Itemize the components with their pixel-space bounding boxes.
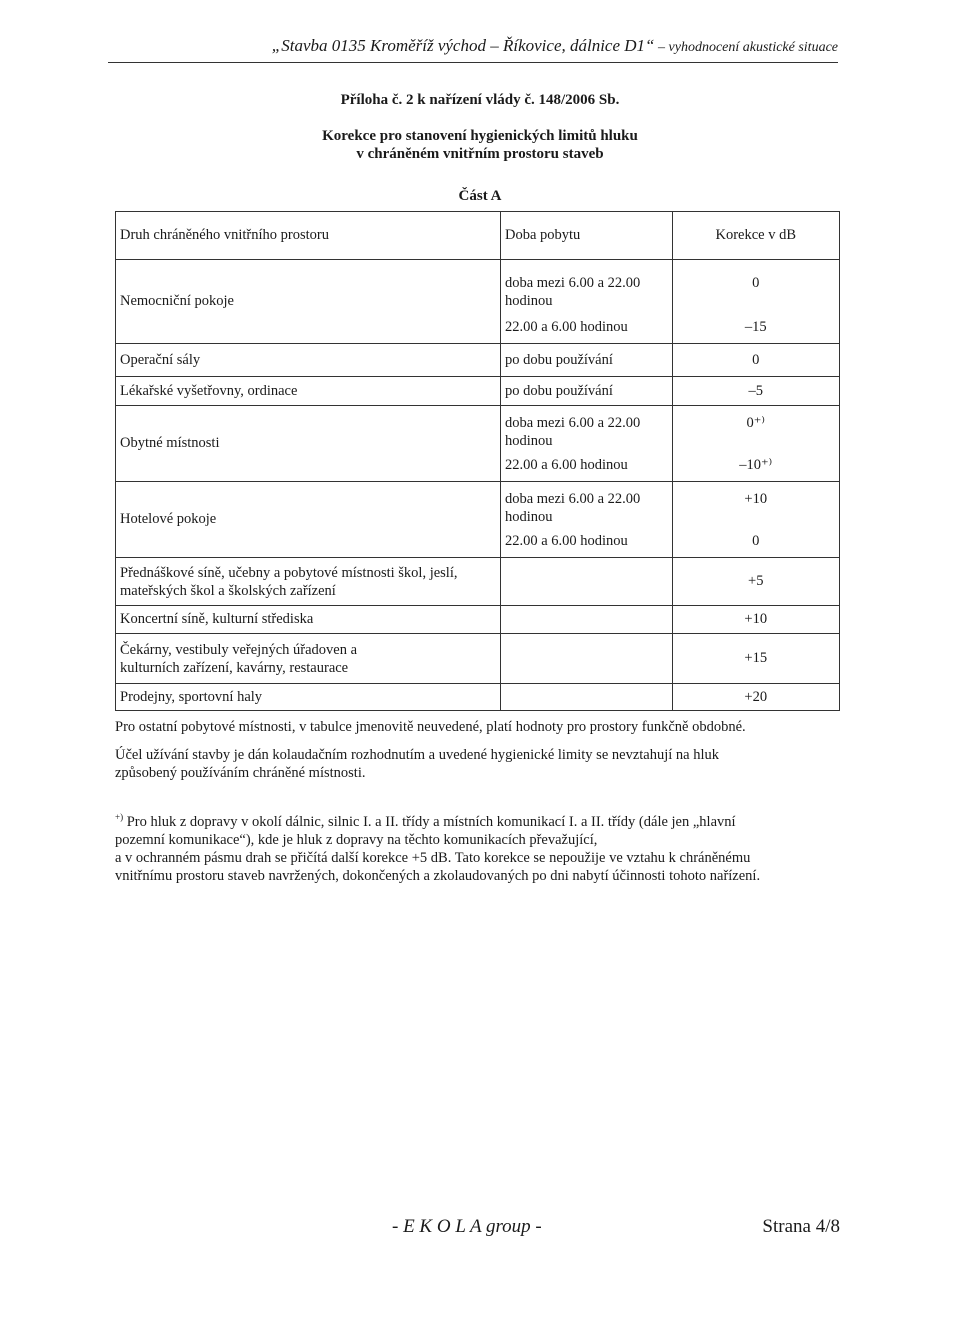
cell-space: Nemocniční pokoje xyxy=(116,260,501,344)
table-header-row xyxy=(116,212,840,260)
header-cell-correction: Korekce v dB xyxy=(672,212,839,260)
cell-correction: 0⁺⁾ –10⁺⁾ xyxy=(672,406,839,482)
table-row xyxy=(116,344,840,377)
cell-space: Hotelové pokoje xyxy=(116,482,501,558)
cell-correction: +10 xyxy=(672,606,839,634)
cell-period xyxy=(500,606,672,634)
cell-correction: +10 0 xyxy=(672,482,839,558)
table-row xyxy=(116,634,840,684)
cell-period: doba mezi 6.00 a 22.00 hodinou 22.00 a 6.00 hodinou xyxy=(500,260,672,344)
header-cell-period: Doba pobytu xyxy=(500,212,672,260)
cell-correction: –5 xyxy=(672,377,839,406)
cell-correction: 0 –15 xyxy=(672,260,839,344)
cell-correction: 0 xyxy=(672,344,839,377)
cell-period: po dobu používání xyxy=(500,344,672,377)
document-header-title xyxy=(272,36,838,56)
annex-reference: Příloha č. 2 k nařízení vlády č. 148/2006 Sb. xyxy=(340,92,620,108)
footnote: +) Pro hluk z dopravy v okolí dálnic, silnic I. a II. třídy a místních komunikací I. a II. třídy (dále jen „hlavní pozemní komunikace“), kde je hluk z dopravy na těchto komunikacích převažující, a v ochranném pásmu drah se přičítá další korekce +5 dB. Tato korekce se nepoužije ve vztahu k chráněnému vnitřnímu prostoru staveb navržených, dokončených a zkolaudovaných po dni nabytí účinnosti tohoto nařízení. xyxy=(115,812,761,884)
table-row xyxy=(116,606,840,634)
table-row xyxy=(116,558,840,606)
paragraph-building-use: Účel užívání stavby je dán kolaudačním rozhodnutím a uvedené hygienické limity se nevztahují na hluk způsobený používáním chráněné místnosti. xyxy=(115,747,719,781)
cell-correction: +5 xyxy=(672,558,839,606)
cell-space: Přednáškové síně, učebny a pobytové místnosti škol, jeslí, mateřských škol a školských zařízení xyxy=(116,558,501,606)
header-project-name: „Stavba 0135 Kroměříž východ – Říkovice, dálnice D1“ xyxy=(271,36,655,55)
cell-space: Lékařské vyšetřovny, ordinace xyxy=(116,377,501,406)
paragraph-other-rooms: Pro ostatní pobytové místnosti, v tabulce jmenovitě neuvedené, platí hodnoty pro prostory funkčně obdobné. xyxy=(115,719,746,735)
heading-line-1: Korekce pro stanovení hygienických limitů hluku xyxy=(322,128,638,144)
cell-space: Koncertní síně, kulturní střediska xyxy=(116,606,501,634)
cell-space: Prodejny, sportovní haly xyxy=(116,684,501,711)
cell-period: po dobu používání xyxy=(500,377,672,406)
cell-period xyxy=(500,634,672,684)
cell-period: doba mezi 6.00 a 22.00 hodinou 22.00 a 6.00 hodinou xyxy=(500,406,672,482)
header-divider xyxy=(108,62,838,63)
corrections-table xyxy=(115,211,840,711)
footer-company: - E K O L A group - xyxy=(392,1216,542,1237)
header-cell-space: Druh chráněného vnitřního prostoru xyxy=(116,212,501,260)
footer-page-number: Strana 4/8 xyxy=(762,1216,840,1237)
header-subtitle: – vyhodnocení akustické situace xyxy=(654,40,838,55)
cell-period xyxy=(500,684,672,711)
cell-period: doba mezi 6.00 a 22.00 hodinou 22.00 a 6.00 hodinou xyxy=(500,482,672,558)
cell-correction: +20 xyxy=(672,684,839,711)
cell-space: Čekárny, vestibuly veřejných úřadoven a kulturních zařízení, kavárny, restaurace xyxy=(116,634,501,684)
table-row xyxy=(116,684,840,711)
cell-correction: +15 xyxy=(672,634,839,684)
table-row xyxy=(116,377,840,406)
footnote-mark: +) xyxy=(115,812,124,822)
part-label: Část A xyxy=(458,188,502,204)
table-row xyxy=(116,406,840,482)
cell-period xyxy=(500,558,672,606)
table-row xyxy=(116,482,840,558)
cell-space: Obytné místnosti xyxy=(116,406,501,482)
heading-line-2: v chráněném vnitřním prostoru staveb xyxy=(356,146,604,162)
table-row xyxy=(116,260,840,344)
cell-space: Operační sály xyxy=(116,344,501,377)
